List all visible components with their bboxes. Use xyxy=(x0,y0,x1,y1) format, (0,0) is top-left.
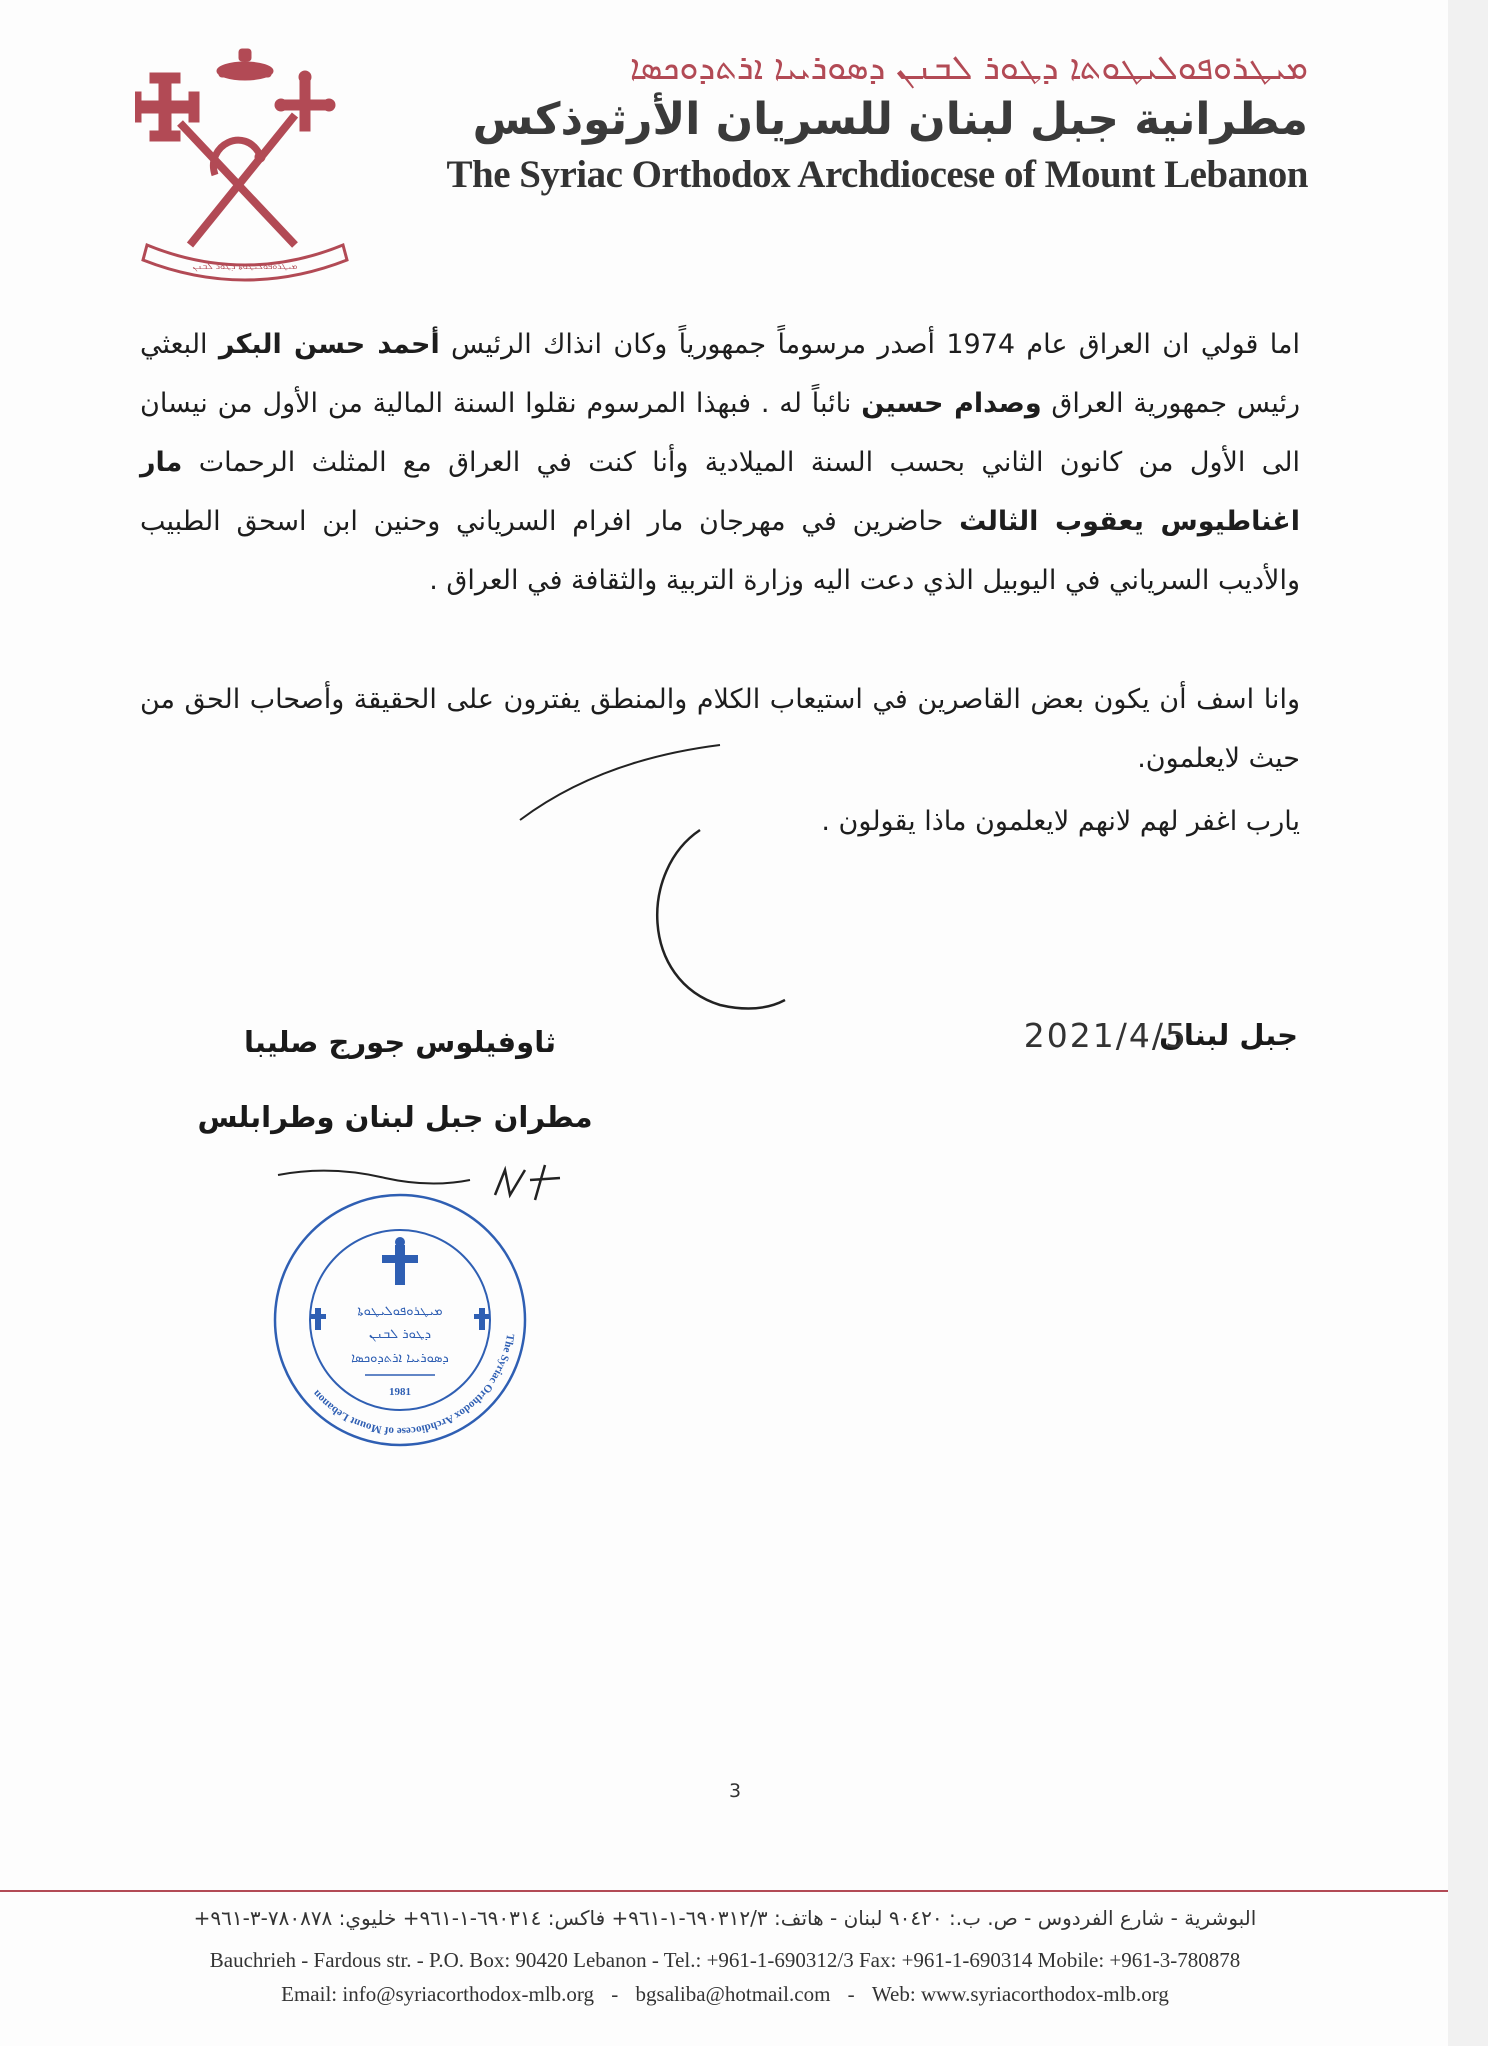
footer-separator: - xyxy=(847,1982,855,2006)
body-paragraph-2: وانا اسف أن يكون بعض القاصرين في استيعاب الكلام والمنطق يفترون على الحقيقة وأصحاب الحق من حيث لايعلمون. xyxy=(140,684,1300,774)
footer-address-english: Bauchrieh - Fardous str. - P.O. Box: 90420 Lebanon - Tel.: +961-1-690312/3 Fax: +961-1-690314 Mobile: +961-3-780878 xyxy=(209,1948,1241,1972)
svg-text:ܕܣܘܪܝܝܐ ܐܪܬܕܘܟܣܐ: ܕܣܘܪܝܝܐ ܐܪܬܕܘܟܣܐ xyxy=(351,1351,449,1366)
text-run: البعثي رئيس جمهورية العراق xyxy=(140,329,1301,419)
footer-contacts xyxy=(100,1982,1350,2007)
body-paragraph-1 xyxy=(140,315,1300,655)
signer-title: مطران جبل لبنان وطرابلس xyxy=(197,1100,593,1134)
text-run: اما قولي ان العراق عام 1974 أصدر مرسوماً جمهورياً وكان انذاك الرئيس xyxy=(439,329,1300,360)
svg-text:The Syriac Orthodox Archdioces: The Syriac Orthodox Archdiocese of Mount Lebanon xyxy=(310,1333,517,1438)
header-arabic-title: مطرانية جبل لبنان للسريان الأرثوذكس xyxy=(472,94,1308,145)
bold-name-run: وصدام حسين xyxy=(861,388,1042,419)
footer-address-arabic: البوشرية - شارع الفردوس - ص. ب.: ٩٠٤٢٠ لبنان - هاتف: ٦٩٠٣١٢/٣-١-٩٦١+ فاكس: ٦٩٠٣١٤-١-٩٦١+ خليوي: ٧٨٠٨٧٨-٣-٩٦١+ xyxy=(193,1906,1257,1930)
text-run: حاضرين في مهرجان مار افرام السرياني وحنين ابن اسحق الطبيب والأديب السرياني في اليوبيل الذي دعت اليه وزارة التربية والثقافة في العراق . xyxy=(140,506,1300,596)
body-paragraph-3: يارب اغفر لهم لانهم لايعلمون ماذا يقولون . xyxy=(821,806,1300,837)
letter-place: جبل لبنان xyxy=(1159,1018,1298,1052)
page-edge xyxy=(1448,0,1488,2046)
bold-name-run: أحمد حسن البكر xyxy=(218,329,440,360)
header-syriac-title: ܡܝܛܪܘܦܘܠܝܛܘܬܐ ܕܛܘܪ ܠܒܢܢ ܕܣܘܪܝܝܐ ܐܪܬܕܘܟܣܐ xyxy=(629,48,1308,88)
footer-web-link[interactable]: Web: www.syriacorthodox-mlb.org xyxy=(871,1982,1169,2006)
letter-date: 2021/4/5 xyxy=(1023,1016,1188,1055)
bold-name-run: مار اغناطيوس يعقوب الثالث xyxy=(140,447,1300,537)
header-english-title: The Syriac Orthodox Archdiocese of Mount Lebanon xyxy=(446,153,1308,196)
svg-text:ܡܝܛܪܘܦܘܠܝܛܘܬܐ: ܡܝܛܪܘܦܘܠܝܛܘܬܐ xyxy=(357,1304,443,1319)
seal-year: 1981 xyxy=(389,1386,411,1398)
svg-text:ܡܝܛܪܘܦܘܠܝܛܘܬܐ ܕܛܘܪ ܠܒܢܢ: ܡܝܛܪܘܦܘܠܝܛܘܬܐ ܕܛܘܪ ܠܒܢܢ xyxy=(192,262,298,272)
footer-email-link[interactable]: Email: info@syriacorthodox-mlb.org xyxy=(281,1982,595,2006)
svg-text:ܕܛܘܪ ܠܒܢܢ: ܕܛܘܪ ܠܒܢܢ xyxy=(368,1327,432,1342)
archdiocese-emblem-icon xyxy=(135,45,355,295)
official-seal xyxy=(270,1190,530,1450)
signer-name: ثاوفيلوس جورج صليبا xyxy=(244,1025,556,1059)
page-number: 3 xyxy=(728,1780,742,1802)
footer-separator: - xyxy=(611,1982,619,2006)
footer-divider xyxy=(0,1890,1448,1892)
text-run: نائباً له . فبهذا المرسوم نقلوا السنة المالية من الأول من نيسان الى الأول من كانون الثاني بحسب السنة الميلادية وأنا كنت في العراق مع المثلث الرحمات xyxy=(140,388,1300,478)
footer-email2-link[interactable]: bgsaliba@hotmail.com xyxy=(635,1982,831,2006)
